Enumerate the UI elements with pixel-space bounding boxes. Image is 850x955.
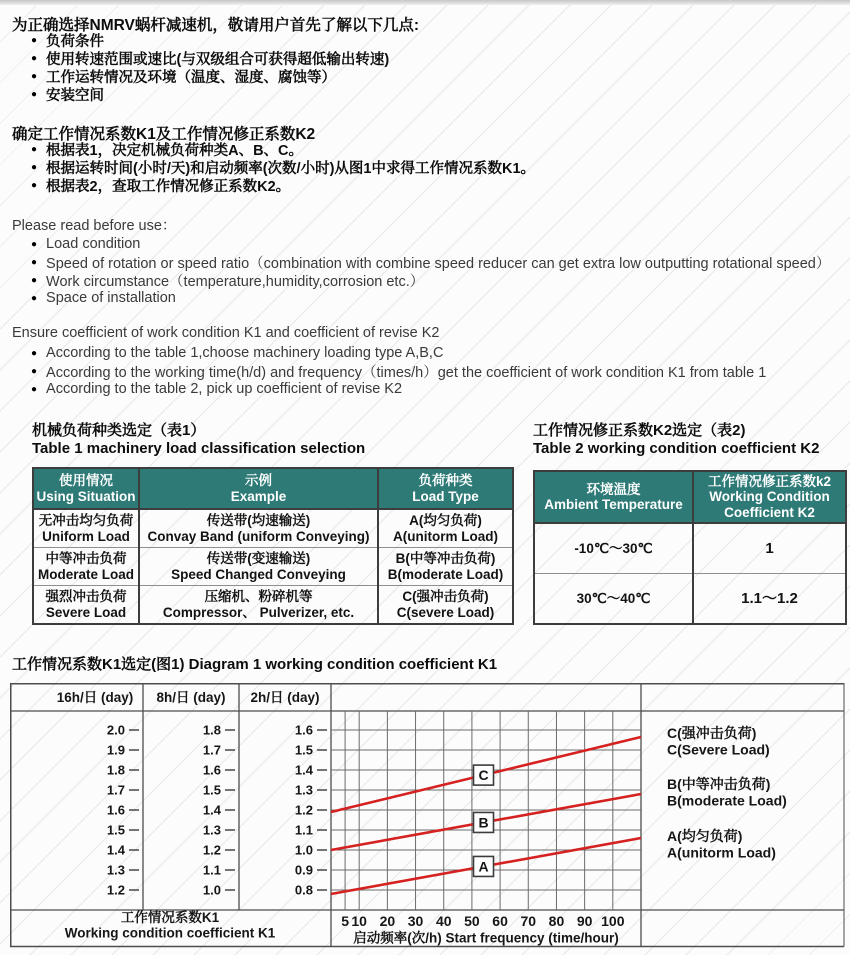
bullet-item: ● Speed of rotation or speed ratio（combination with combine speed reducer can get extra low outputting rotational speed） (31, 255, 831, 272)
example-cell: 传送带(均速输送) Convay Band (uniform Conveying) (139, 509, 378, 548)
scale-tick-label: 1.6 (294, 722, 313, 738)
bullet-item: ● 工作运转情况及环境（温度、湿度、腐蚀等） (31, 69, 337, 86)
legend-entry-cn-A: A(均匀负荷) (667, 828, 743, 844)
select-heading-cn: 为正确选择NMRV蜗杆减速机，敬请用户首先了解以下几点: (12, 17, 420, 34)
scale-tick-label: 1.3 (294, 782, 313, 798)
x-axis-tick-label: 10 (351, 913, 367, 929)
scale-tick-label: 1.2 (202, 842, 221, 858)
bullet-icon: ● (31, 34, 38, 46)
legend-entry-en-B: B(moderate Load) (667, 792, 787, 809)
legend-entry-en-A: A(unitorm Load) (667, 844, 776, 861)
bullet-icon: ● (31, 70, 38, 82)
load-type-cell: B(中等冲击负荷) B(moderate Load) (378, 548, 513, 586)
scale-tick-label: 1.5 (294, 742, 313, 758)
bullet-item: ● 负荷条件 (31, 33, 105, 50)
table1-title-en: Table 1 machinery load classification selection (32, 440, 366, 457)
scale-tick-label: 1.1 (202, 862, 221, 878)
load-type-cell: C(强冲击负荷) C(severe Load) (378, 586, 513, 625)
table1-header-load-type: 负荷种类 Load Type (378, 468, 513, 509)
table2-title-cn: 工作情况修正系数K2选定（表2) (533, 422, 746, 439)
k1-diagram (10, 683, 845, 948)
table2-header-row (534, 471, 846, 523)
scale-header-label: 2h/日 (day) (250, 690, 320, 705)
situation-cell: 无冲击均匀负荷 Uniform Load (33, 509, 139, 548)
table2-header-ambient-temperature: 环境温度 Ambient Temperature (534, 471, 693, 523)
x-axis-tick-label: 30 (407, 913, 424, 929)
scale-tick-label: 1.7 (106, 782, 125, 798)
example-cell: 压缩机、粉碎机等 Compressor、 Pulverizer, etc. (139, 586, 378, 625)
example-cell: 传送带(变速输送) Speed Changed Conveying (139, 548, 378, 586)
table1-title (32, 422, 365, 458)
bullet-item: ● According to the table 2, pick up coefficient of revise K2 (31, 381, 403, 397)
diagram1-title: 工作情况系数K1选定(图1) Diagram 1 working condition coefficient K1 (12, 656, 498, 673)
scale-tick-label: 1.6 (106, 802, 125, 818)
k2-value-cell: 1.1～1.2 (693, 574, 846, 625)
bullet-item: ● 根据表2，查取工作情况修正系数K2。 (31, 178, 291, 195)
bullet-item: ● Work circumstance（temperature,humidity,corrosion etc.） (31, 273, 425, 290)
scale-tick-label: 2.0 (106, 722, 125, 738)
bullet-icon: ● (31, 365, 38, 377)
table-row (33, 586, 513, 625)
scale-tick-label: 1.5 (202, 782, 221, 798)
scale-tick-label: 1.8 (202, 722, 221, 738)
k1-diagram-svg (10, 683, 845, 948)
scale-tick-label: 1.0 (294, 842, 313, 858)
bullet-item: ● According to the table 1,choose machinery loading type A,B,C (31, 345, 444, 361)
scale-tick-label: 1.2 (294, 802, 313, 818)
bullet-icon: ● (31, 383, 38, 395)
table-row (534, 523, 846, 574)
page-top-edge (0, 0, 850, 5)
scale-header-label: 16h/日 (day) (56, 690, 134, 705)
bullet-item: ● According to the working time(h/d) and frequency（times/h）get the coefficient of work condition K1 from table 1 (31, 364, 767, 381)
y-axis-label-en: Working condition coefficient K1 (64, 925, 276, 941)
table1-title-cn: 机械负荷种类选定（表1） (32, 422, 206, 439)
bullet-icon: ● (31, 52, 38, 64)
table1-machinery-load (32, 467, 514, 625)
bullet-icon: ● (31, 179, 38, 191)
series-label-letter-B: B (478, 814, 489, 831)
bullet-item: ● 根据运转时间(小时/天)和启动频率(次数/小时)从图1中求得工作情况系数K1。 (31, 160, 536, 177)
y-axis-label-cn: 工作情况系数K1 (120, 910, 220, 925)
table2-title-en: Table 2 working condition coefficient K2 (533, 440, 820, 457)
coeff-heading-cn: 确定工作情况系数K1及工作情况修正系数K2 (12, 126, 316, 143)
x-axis-tick-label: 40 (435, 913, 452, 929)
scale-tick-label: 1.7 (202, 742, 221, 758)
scale-tick-label: 1.5 (106, 822, 125, 838)
x-axis-tick-label: 80 (548, 913, 565, 929)
x-axis-tick-label: 5 (341, 913, 349, 929)
x-axis-tick-label: 60 (492, 913, 508, 929)
bullet-icon: ● (31, 292, 38, 304)
temperature-cell: -10℃～30℃ (534, 523, 693, 574)
bullet-item: ● 使用转速范围或速比(与双级组合可获得超低输出转速) (31, 51, 390, 68)
select-bullets-cn (31, 31, 389, 103)
x-axis-tick-label: 100 (601, 913, 625, 929)
table1-header-row (33, 468, 513, 509)
bullet-icon: ● (31, 238, 38, 250)
x-axis-tick-label: 50 (464, 913, 480, 929)
select-bullets-en (31, 235, 830, 307)
table-row (33, 509, 513, 548)
bullet-icon: ● (31, 88, 38, 100)
scale-tick-label: 0.8 (294, 882, 313, 898)
scale-tick-label: 1.3 (202, 822, 221, 838)
scale-tick-label: 1.9 (106, 742, 125, 758)
table-row (33, 548, 513, 586)
scale-tick-label: 1.4 (294, 762, 313, 778)
scale-tick-label: 1.0 (202, 882, 221, 898)
situation-cell: 中等冲击负荷 Moderate Load (33, 548, 139, 586)
load-type-cell: A(均匀负荷) A(unitorm Load) (378, 509, 513, 548)
scale-tick-label: 1.3 (106, 862, 125, 878)
scale-tick-label: 1.2 (106, 882, 125, 898)
table2-k2-coefficient (533, 470, 847, 625)
scale-tick-label: 1.4 (106, 842, 125, 858)
bullet-icon: ● (31, 256, 38, 268)
table-row (534, 574, 846, 625)
table2-header-coefficient-k2: 工作情况修正系数k2 Working Condition Coefficient K2 (693, 471, 846, 523)
bullet-item: ● 根据表1，决定机械负荷种类A、B、C。 (31, 142, 304, 159)
scale-header-label: 8h/日 (day) (156, 690, 226, 705)
scale-tick-label: 1.6 (202, 762, 221, 778)
legend-entry-cn-B: B(中等冲击负荷) (667, 776, 771, 792)
bullet-item: ● Space of installation (31, 290, 176, 306)
bullet-icon: ● (31, 274, 38, 286)
x-axis-tick-label: 20 (379, 913, 396, 929)
scale-tick-label: 1.1 (294, 822, 313, 838)
x-axis-tick-label: 90 (576, 913, 593, 929)
coeff-heading-en: Ensure coefficient of work condition K1 and coefficient of revise K2 (12, 325, 440, 341)
x-axis-tick-label: 70 (520, 913, 537, 929)
scale-tick-label: 1.8 (106, 762, 125, 778)
coeff-bullets-cn (31, 140, 535, 194)
x-axis-label: 启动频率(次/h) Start frequency (time/hour) (353, 930, 619, 946)
bullet-item: ● Load condition (31, 236, 141, 252)
bullet-item: ● 安装空间 (31, 87, 105, 104)
temperature-cell: 30℃～40℃ (534, 574, 693, 625)
bullet-icon: ● (31, 143, 38, 155)
legend-entry-en-C: C(Severe Load) (667, 741, 770, 758)
bullet-icon: ● (31, 161, 38, 173)
legend-entry-cn-C: C(强冲击负荷) (667, 725, 757, 741)
bullet-icon: ● (31, 347, 38, 359)
scale-tick-label: 1.4 (202, 802, 221, 818)
scale-tick-label: 0.9 (294, 862, 313, 878)
table1-header-example: 示例 Example (139, 468, 378, 509)
table1-header-using-situation: 使用情况 Using Situation (33, 468, 139, 509)
situation-cell: 强烈冲击负荷 Severe Load (33, 586, 139, 625)
k2-value-cell: 1 (693, 523, 846, 574)
series-label-letter-C: C (478, 767, 489, 784)
select-heading-en: Please read before use： (12, 218, 177, 234)
coeff-bullets-en (31, 344, 766, 398)
table2-title (533, 422, 819, 458)
series-label-letter-A: A (478, 858, 489, 875)
